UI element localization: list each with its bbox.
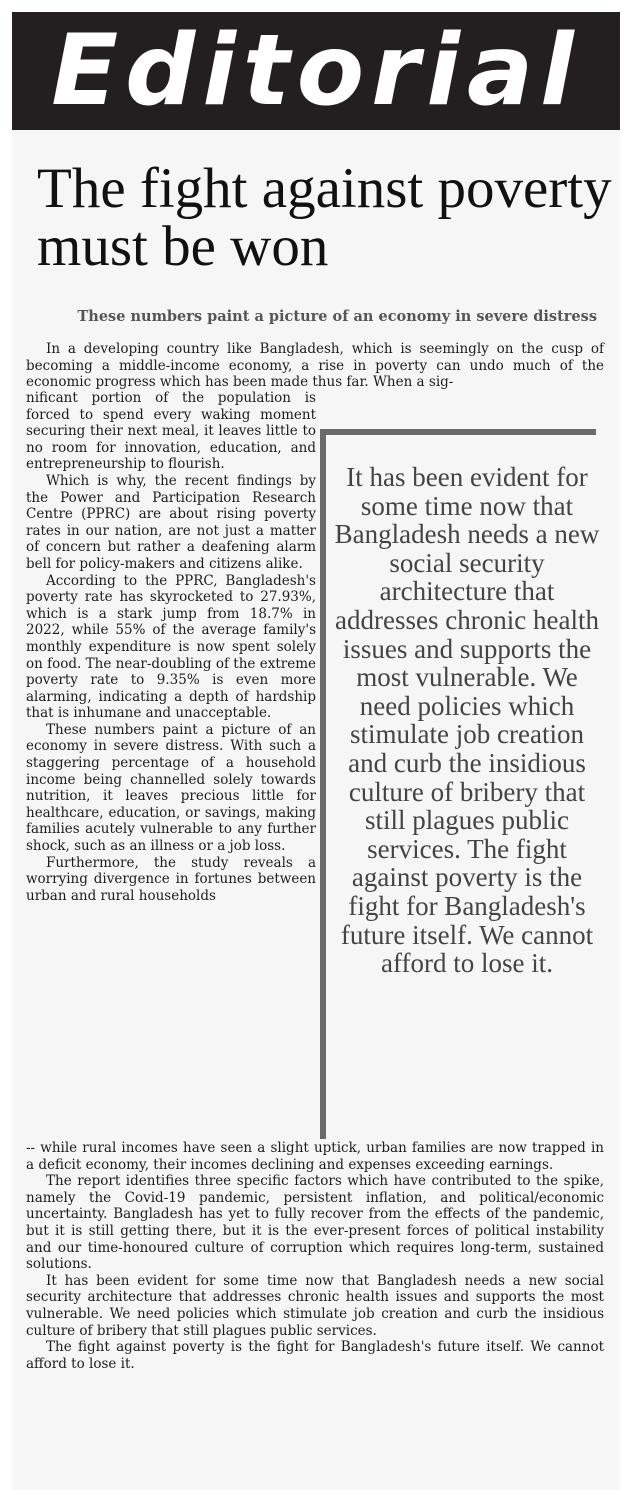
pull-quote-box: [320, 429, 603, 1143]
paragraph-5-end: -- while rural incomes have seen a slight uptick, urban families are now trapped in a deficit economy, their incomes declining and expenses exceeding earnings.: [26, 1140, 604, 1173]
body-lower: [26, 1140, 604, 1372]
paragraph-7: It has been evident for some time now that Bangladesh needs a new social security architecture that addresses chronic health issues and supports the most vulnerable. We need policies which stimulate job creation and curb the insidious culture of bribery that still plagues public services.: [26, 1272, 604, 1339]
pull-quote-rule-top: [320, 429, 596, 435]
paragraph-5-start: Furthermore, the study reveals a worrying divergence in fortunes between urban and rural households: [26, 854, 316, 904]
standfirst: These numbers paint a picture of an economy in severe distress: [77, 308, 597, 325]
paragraph-1-top: In a developing country like Bangladesh, which is seemingly on the cusp of becoming a middle-income economy, a rise in poverty can undo much of the economic progress which has been made thus far. When a sig-: [26, 341, 604, 391]
paragraph-3: According to the PPRC, Bangladesh's poverty rate has skyrocketed to 27.93%, which is a stark jump from 18.7% in 2022, while 55% of the average family's monthly expenditure is now spent solely on food. The near-doubling of the extreme poverty rate to 9.35% is even more alarming, indicating a depth of hardship that is inhumane and unacceptable.: [26, 572, 316, 722]
paragraph-8: The fight against poverty is the fight for Bangladesh's future itself. We cannot afford to lose it.: [26, 1339, 604, 1372]
intro-paragraph: [26, 341, 604, 391]
paragraph-2: Which is why, the recent findings by the Power and Participation Research Centre (PPRC) are about rising poverty rates in our nation, are not just a matter of concern but rather a deafening alarm bell for policy-makers and citizens alike.: [26, 472, 316, 572]
masthead: Editorial: [12, 12, 620, 130]
headline: The fight against poverty must be won: [37, 157, 612, 278]
body-column: [26, 390, 316, 904]
paragraph-6: The report identifies three specific factors which have contributed to the spike, namely the Covid-19 pandemic, persistent inflation, and political/economic uncertainty. Bangladesh has yet to fully recover from the effects of the pandemic, but it is still getting there, but it is the ever-present forces of political instability and our time-honoured culture of corruption which requires long-term, sustained solutions.: [26, 1173, 604, 1273]
pull-quote-rule-left: [320, 431, 326, 1139]
pull-quote-text: It has been evident for some time now that Bangladesh needs a new social security architecture that addresses chronic health issues and supports the most vulnerable. We need policies which stimulate job creation and curb the insidious culture of bribery that still plagues public services. The fight against poverty is the fight for Bangladesh's future itself. We cannot afford to lose it.: [334, 462, 600, 979]
paragraph-1-cont: nificant portion of the population is forced to spend every waking moment securing their next meal, it leaves little to no room for innovation, education, and entrepreneurship to flourish.: [26, 390, 316, 473]
paragraph-4: These numbers paint a picture of an economy in severe distress. With such a staggering percentage of a household income being channelled solely towards nutrition, it leaves precious little for healthcare, education, or savings, making families acutely vulnerable to any further shock, such as an illness or a job loss.: [26, 721, 316, 855]
